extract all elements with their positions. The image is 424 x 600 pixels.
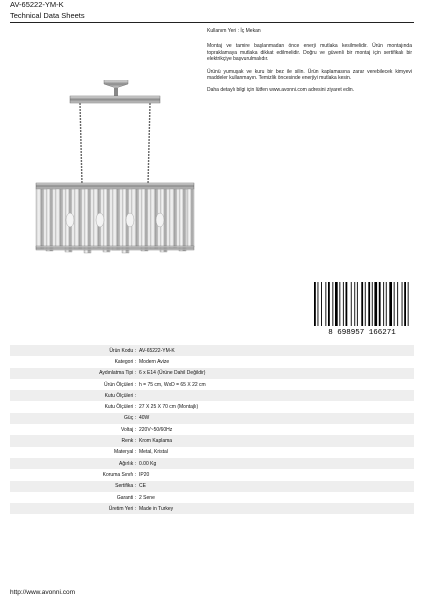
barcode-bar [383, 282, 384, 326]
barcode-bar [386, 282, 387, 326]
barcode-bar [346, 282, 348, 326]
spec-label: Renk : [10, 435, 138, 446]
spec-row [10, 401, 414, 412]
barcode-bar [357, 282, 358, 326]
spec-label: Koruma Sınıfı : [102, 471, 136, 478]
spec-row [10, 379, 414, 390]
spec-label: Kategori : [114, 358, 136, 365]
footer-url: http://www.avonni.com [10, 589, 76, 596]
spec-label: Sertifika : [10, 481, 138, 492]
spec-table [10, 345, 414, 514]
spec-value: CE [138, 481, 414, 492]
spec-value: Made in Turkey [138, 503, 414, 514]
spec-row [10, 435, 414, 446]
spec-label: Üretim Yeri : [10, 503, 138, 514]
spec-label: Kutu Ölçüleri : [10, 390, 138, 401]
barcode-bar [394, 282, 395, 326]
product-code-header: AV-65222-YM-K [10, 0, 64, 9]
spec-value: 40W [138, 413, 414, 424]
spec-value: IP20 [139, 471, 150, 478]
spec-row [10, 492, 414, 503]
barcode-bar [397, 282, 398, 326]
spec-value: 6 x E14 (Ürüne Dahil Değildir) [138, 368, 414, 379]
spec-row [10, 413, 414, 424]
spec-row [10, 481, 414, 492]
spec-row [10, 469, 414, 480]
barcode-bar [351, 282, 352, 326]
barcode-number: 8 698957 166271 [328, 329, 396, 336]
barcode-bar [361, 282, 363, 326]
barcode-bar [354, 282, 355, 326]
barcode-bar [325, 282, 326, 326]
cleaning-note: Ürünü yumuşak ve kuru bir bez ile silin. Ürün kaplamasına zarar verebilecek kimyevi maddeler kullanmayın. Temizlik öncesinde enerjiyi mutlaka kesin. [207, 68, 412, 82]
barcode-bar [389, 282, 392, 326]
spec-value: Metal, Kristal [139, 449, 168, 456]
spec-row [10, 356, 414, 367]
usage-notes [207, 28, 412, 100]
spec-label: Aydınlatma Tipi : [10, 368, 138, 379]
spec-value: 27 X 25 X 70 cm (Montajlı) [139, 404, 199, 411]
spec-value: 220V~50/60Hz [139, 426, 173, 433]
spec-value: Modern Avize [139, 358, 170, 365]
header-divider [10, 22, 414, 23]
barcode-bar [314, 282, 316, 326]
barcode-bar [402, 282, 403, 326]
spec-row [10, 390, 414, 401]
spec-label: Materyal : [114, 449, 136, 456]
chandelier-image [22, 80, 206, 270]
spec-row [10, 424, 414, 435]
spec-label: Voltaj : [120, 426, 136, 433]
barcode-bar [321, 282, 322, 326]
spec-value: AV-65222-YM-K [138, 345, 414, 356]
spec-row [10, 447, 414, 458]
barcode-bar [343, 282, 344, 326]
spec-label: Garanti : [116, 494, 136, 501]
spec-value: 2 Sene [139, 494, 155, 501]
document-subtitle: Technical Data Sheets [10, 11, 85, 20]
spec-value: Krom Kaplama [138, 435, 414, 446]
spec-value: 0.00 Kg [138, 458, 414, 469]
barcode-bar [408, 282, 409, 326]
spec-label: Ürün Kodu : [10, 345, 138, 356]
safety-note: Montaj ve tamire başlanmadan önce enerji mutlaka kesilmelidir. Ürün montajında topraklamaya mutlaka dikkat edilmelidir. Doğru ve güvenli bir montaj için sertifikalı bir elektrikçiye başvurulmalıdır. [207, 43, 412, 63]
usage-location: Kullanım Yeri : İç Mekan [207, 28, 261, 34]
spec-row [10, 458, 414, 469]
spec-row [10, 368, 414, 379]
barcode-bar [332, 282, 333, 326]
barcode-bar [379, 282, 381, 326]
barcode-bar [328, 282, 330, 326]
spec-row [10, 345, 414, 356]
barcode-bar [372, 282, 373, 326]
barcode-bar [374, 282, 377, 326]
spec-label: Güç : [10, 413, 138, 424]
spec-label: Kutu Ölçüleri : [104, 404, 136, 411]
barcode [312, 282, 412, 336]
spec-label: Ağırlık : [10, 458, 138, 469]
barcode-bar [368, 282, 370, 326]
spec-value: h = 75 cm, WxD = 65 X 22 cm [139, 381, 206, 388]
barcode-bar [339, 282, 340, 326]
barcode-bar [318, 282, 319, 326]
website-note: Daha detaylı bilgi için lütfen www.avonni.com adresini ziyaret edin. [207, 87, 355, 94]
barcode-bar [404, 282, 406, 326]
spec-value [138, 390, 414, 401]
spec-label: Ürün Ölçüleri : [104, 381, 136, 388]
barcode-bar [335, 282, 338, 326]
barcode-bar [365, 282, 366, 326]
spec-row [10, 503, 414, 514]
